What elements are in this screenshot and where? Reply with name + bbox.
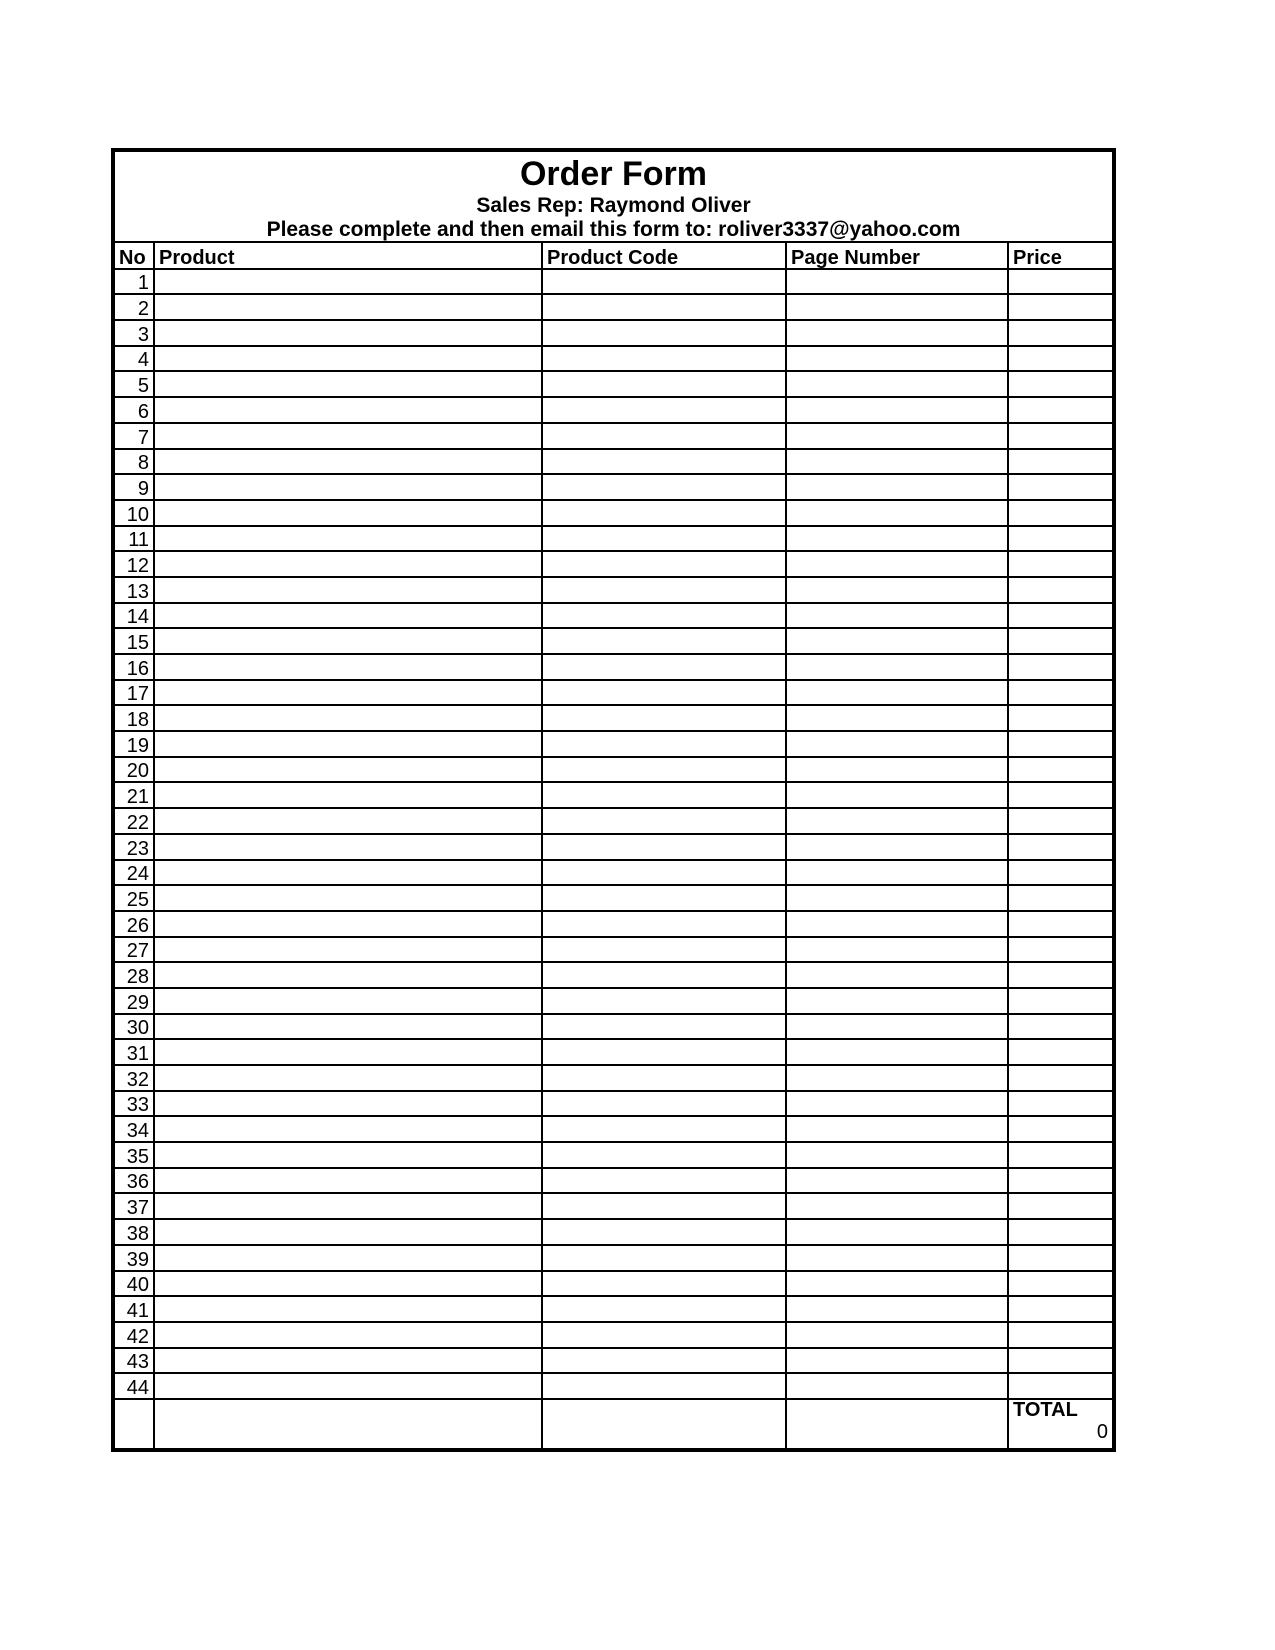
total-row-no	[115, 1399, 154, 1450]
row-number: 23	[115, 834, 154, 860]
page-number-cell[interactable]	[786, 294, 1008, 320]
row-number: 28	[115, 962, 154, 988]
price-cell[interactable]	[1008, 1091, 1112, 1117]
row-number: 39	[115, 1245, 154, 1271]
product-code-cell[interactable]	[542, 1116, 786, 1142]
row-number: 18	[115, 705, 154, 731]
table-row	[115, 1168, 1112, 1194]
form-header	[115, 152, 1112, 243]
row-number: 41	[115, 1296, 154, 1322]
price-cell[interactable]	[1008, 1168, 1112, 1194]
table-row	[115, 269, 1112, 295]
price-cell[interactable]	[1008, 577, 1112, 603]
price-cell[interactable]	[1008, 1039, 1112, 1065]
row-number: 32	[115, 1065, 154, 1091]
table-row	[115, 911, 1112, 937]
page-number-cell[interactable]	[786, 1014, 1008, 1040]
table-row	[115, 962, 1112, 988]
page-number-cell[interactable]	[786, 1322, 1008, 1348]
product-cell[interactable]	[154, 988, 542, 1014]
price-cell[interactable]	[1008, 1142, 1112, 1168]
table-row	[115, 551, 1112, 577]
price-cell[interactable]	[1008, 1014, 1112, 1040]
total-cell	[1008, 1399, 1112, 1450]
row-number: 12	[115, 551, 154, 577]
form-title: Order Form	[519, 155, 708, 193]
table-row	[115, 680, 1112, 706]
row-number: 36	[115, 1168, 154, 1194]
page-number-cell[interactable]	[786, 1039, 1008, 1065]
page-number-cell[interactable]	[786, 1296, 1008, 1322]
price-cell[interactable]	[1008, 371, 1112, 397]
product-code-cell[interactable]	[542, 834, 786, 860]
price-cell[interactable]	[1008, 269, 1112, 295]
total-row-product	[154, 1399, 542, 1450]
product-code-cell[interactable]	[542, 346, 786, 372]
product-code-cell[interactable]	[542, 577, 786, 603]
table-row	[115, 1193, 1112, 1219]
table-row	[115, 1014, 1112, 1040]
price-cell[interactable]	[1008, 449, 1112, 475]
row-number: 31	[115, 1039, 154, 1065]
page-number-cell[interactable]	[786, 885, 1008, 911]
row-number: 20	[115, 757, 154, 783]
total-row-code	[542, 1399, 786, 1450]
page-number-cell[interactable]	[786, 346, 1008, 372]
row-number: 16	[115, 654, 154, 680]
page-number-cell[interactable]	[786, 449, 1008, 475]
product-cell[interactable]	[154, 885, 542, 911]
product-code-cell[interactable]	[542, 1245, 786, 1271]
product-cell[interactable]	[154, 834, 542, 860]
page-number-cell[interactable]	[786, 680, 1008, 706]
price-cell[interactable]	[1008, 1271, 1112, 1297]
price-cell[interactable]	[1008, 320, 1112, 346]
product-code-cell[interactable]	[542, 1142, 786, 1168]
price-cell[interactable]	[1008, 423, 1112, 449]
price-cell[interactable]	[1008, 962, 1112, 988]
column-header-page-number: Page Number	[786, 243, 1008, 269]
price-cell[interactable]	[1008, 782, 1112, 808]
row-number: 8	[115, 449, 154, 475]
page-number-cell[interactable]	[786, 269, 1008, 295]
price-cell[interactable]	[1008, 808, 1112, 834]
table-row	[115, 860, 1112, 886]
page-number-cell[interactable]	[786, 962, 1008, 988]
product-code-cell[interactable]	[542, 397, 786, 423]
row-number: 38	[115, 1219, 154, 1245]
price-cell[interactable]	[1008, 911, 1112, 937]
product-code-cell[interactable]	[542, 1373, 786, 1399]
row-number: 19	[115, 731, 154, 757]
product-code-cell[interactable]	[542, 526, 786, 552]
product-code-cell[interactable]	[542, 757, 786, 783]
product-code-cell[interactable]	[542, 1296, 786, 1322]
row-number: 21	[115, 782, 154, 808]
page-number-cell[interactable]	[786, 577, 1008, 603]
product-cell[interactable]	[154, 782, 542, 808]
row-number: 35	[115, 1142, 154, 1168]
total-label: TOTAL	[1013, 1398, 1078, 1421]
page-number-cell[interactable]	[786, 808, 1008, 834]
page-number-cell[interactable]	[786, 1142, 1008, 1168]
price-cell[interactable]	[1008, 1245, 1112, 1271]
row-number: 22	[115, 808, 154, 834]
price-cell[interactable]	[1008, 397, 1112, 423]
product-cell[interactable]	[154, 371, 542, 397]
product-cell[interactable]	[154, 526, 542, 552]
product-cell[interactable]	[154, 680, 542, 706]
price-cell[interactable]	[1008, 860, 1112, 886]
table-row	[115, 577, 1112, 603]
page-number-cell[interactable]	[786, 1116, 1008, 1142]
price-cell[interactable]	[1008, 628, 1112, 654]
row-number: 44	[115, 1373, 154, 1399]
product-cell[interactable]	[154, 1193, 542, 1219]
product-cell[interactable]	[154, 654, 542, 680]
row-number: 34	[115, 1116, 154, 1142]
product-cell[interactable]	[154, 269, 542, 295]
table-row	[115, 1296, 1112, 1322]
product-cell[interactable]	[154, 577, 542, 603]
page-number-cell[interactable]	[786, 397, 1008, 423]
table-row	[115, 937, 1112, 963]
product-cell[interactable]	[154, 397, 542, 423]
product-cell[interactable]	[154, 1142, 542, 1168]
product-code-cell[interactable]	[542, 1168, 786, 1194]
table-row	[115, 782, 1112, 808]
product-code-cell[interactable]	[542, 731, 786, 757]
product-code-cell[interactable]	[542, 654, 786, 680]
price-cell[interactable]	[1008, 731, 1112, 757]
product-cell[interactable]	[154, 705, 542, 731]
page-number-cell[interactable]	[786, 423, 1008, 449]
table-row	[115, 1142, 1112, 1168]
page-number-cell[interactable]	[786, 782, 1008, 808]
page-number-cell[interactable]	[786, 320, 1008, 346]
product-code-cell[interactable]	[542, 808, 786, 834]
page-number-cell[interactable]	[786, 1373, 1008, 1399]
total-value: 0	[1096, 1420, 1108, 1443]
product-cell[interactable]	[154, 937, 542, 963]
row-number: 2	[115, 294, 154, 320]
product-cell[interactable]	[154, 603, 542, 629]
price-cell[interactable]	[1008, 680, 1112, 706]
product-code-cell[interactable]	[542, 294, 786, 320]
row-number: 40	[115, 1271, 154, 1297]
product-code-cell[interactable]	[542, 551, 786, 577]
price-cell[interactable]	[1008, 834, 1112, 860]
page-number-cell[interactable]	[786, 1091, 1008, 1117]
page-number-cell[interactable]	[786, 1168, 1008, 1194]
product-code-cell[interactable]	[542, 1065, 786, 1091]
row-number: 9	[115, 474, 154, 500]
table-row	[115, 1219, 1112, 1245]
table-row	[115, 603, 1112, 629]
product-code-cell[interactable]	[542, 911, 786, 937]
table-row	[115, 1348, 1112, 1374]
product-cell[interactable]	[154, 860, 542, 886]
product-code-cell[interactable]	[542, 1014, 786, 1040]
price-cell[interactable]	[1008, 1296, 1112, 1322]
table-row	[115, 654, 1112, 680]
page-number-cell[interactable]	[786, 1348, 1008, 1374]
table-row	[115, 1065, 1112, 1091]
product-code-cell[interactable]	[542, 1193, 786, 1219]
table-row	[115, 834, 1112, 860]
page-number-cell[interactable]	[786, 474, 1008, 500]
row-number: 14	[115, 603, 154, 629]
row-number: 25	[115, 885, 154, 911]
page-number-cell[interactable]	[786, 1065, 1008, 1091]
product-code-cell[interactable]	[542, 988, 786, 1014]
row-number: 33	[115, 1091, 154, 1117]
row-number: 6	[115, 397, 154, 423]
page-number-cell[interactable]	[786, 911, 1008, 937]
row-number: 27	[115, 937, 154, 963]
column-header-product-code: Product Code	[542, 243, 786, 269]
table-row	[115, 294, 1112, 320]
table-row	[115, 1271, 1112, 1297]
table-row	[115, 731, 1112, 757]
row-number: 10	[115, 500, 154, 526]
product-cell[interactable]	[154, 628, 542, 654]
product-cell[interactable]	[154, 1014, 542, 1040]
product-code-cell[interactable]	[542, 603, 786, 629]
product-code-cell[interactable]	[542, 1348, 786, 1374]
row-number: 11	[115, 526, 154, 552]
product-code-cell[interactable]	[542, 423, 786, 449]
product-code-cell[interactable]	[542, 680, 786, 706]
product-code-cell[interactable]	[542, 474, 786, 500]
page-number-cell[interactable]	[786, 654, 1008, 680]
product-code-cell[interactable]	[542, 962, 786, 988]
product-cell[interactable]	[154, 1322, 542, 1348]
price-cell[interactable]	[1008, 1348, 1112, 1374]
product-cell[interactable]	[154, 911, 542, 937]
price-cell[interactable]	[1008, 1373, 1112, 1399]
product-code-cell[interactable]	[542, 860, 786, 886]
row-number: 42	[115, 1322, 154, 1348]
product-cell[interactable]	[154, 294, 542, 320]
row-number: 1	[115, 269, 154, 295]
product-cell[interactable]	[154, 551, 542, 577]
product-code-cell[interactable]	[542, 705, 786, 731]
price-cell[interactable]	[1008, 1116, 1112, 1142]
column-header-no: No	[115, 243, 154, 269]
product-code-cell[interactable]	[542, 885, 786, 911]
table-row	[115, 808, 1112, 834]
table-row	[115, 346, 1112, 372]
product-cell[interactable]	[154, 449, 542, 475]
product-cell[interactable]	[154, 423, 542, 449]
table-row	[115, 474, 1112, 500]
product-cell[interactable]	[154, 808, 542, 834]
product-cell[interactable]	[154, 346, 542, 372]
row-number: 29	[115, 988, 154, 1014]
page-number-cell[interactable]	[786, 705, 1008, 731]
row-number: 15	[115, 628, 154, 654]
table-row	[115, 500, 1112, 526]
product-cell[interactable]	[154, 1116, 542, 1142]
product-code-cell[interactable]	[542, 449, 786, 475]
table-row	[115, 988, 1112, 1014]
price-cell[interactable]	[1008, 551, 1112, 577]
table-row	[115, 1091, 1112, 1117]
product-cell[interactable]	[154, 1168, 542, 1194]
instructions: Please complete and then email this form to: roliver3337@yahoo.com	[266, 218, 961, 241]
price-cell[interactable]	[1008, 937, 1112, 963]
table-row	[115, 397, 1112, 423]
product-code-cell[interactable]	[542, 937, 786, 963]
row-number: 13	[115, 577, 154, 603]
page-number-cell[interactable]	[786, 731, 1008, 757]
product-cell[interactable]	[154, 474, 542, 500]
table-row	[115, 705, 1112, 731]
row-number: 26	[115, 911, 154, 937]
product-cell[interactable]	[154, 1219, 542, 1245]
page-number-cell[interactable]	[786, 860, 1008, 886]
product-code-cell[interactable]	[542, 269, 786, 295]
page-number-cell[interactable]	[786, 1193, 1008, 1219]
page-number-cell[interactable]	[786, 603, 1008, 629]
table-row	[115, 1373, 1112, 1399]
product-cell[interactable]	[154, 1039, 542, 1065]
table-row	[115, 1322, 1112, 1348]
row-number: 30	[115, 1014, 154, 1040]
order-form	[111, 148, 1116, 1452]
product-code-cell[interactable]	[542, 1091, 786, 1117]
price-cell[interactable]	[1008, 885, 1112, 911]
table-row	[115, 449, 1112, 475]
product-code-cell[interactable]	[542, 320, 786, 346]
product-cell[interactable]	[154, 1373, 542, 1399]
order-rows	[115, 269, 1112, 1399]
price-cell[interactable]	[1008, 346, 1112, 372]
product-code-cell[interactable]	[542, 1039, 786, 1065]
row-number: 4	[115, 346, 154, 372]
price-cell[interactable]	[1008, 757, 1112, 783]
price-cell[interactable]	[1008, 705, 1112, 731]
total-row-page	[786, 1399, 1008, 1450]
product-cell[interactable]	[154, 1271, 542, 1297]
price-cell[interactable]	[1008, 1219, 1112, 1245]
product-cell[interactable]	[154, 757, 542, 783]
product-cell[interactable]	[154, 1296, 542, 1322]
table-header-row	[115, 243, 1112, 269]
row-number: 24	[115, 860, 154, 886]
product-cell[interactable]	[154, 500, 542, 526]
product-cell[interactable]	[154, 320, 542, 346]
row-number: 37	[115, 1193, 154, 1219]
product-code-cell[interactable]	[542, 1219, 786, 1245]
product-cell[interactable]	[154, 1348, 542, 1374]
page-number-cell[interactable]	[786, 834, 1008, 860]
product-cell[interactable]	[154, 1245, 542, 1271]
price-cell[interactable]	[1008, 654, 1112, 680]
price-cell[interactable]	[1008, 294, 1112, 320]
page-number-cell[interactable]	[786, 526, 1008, 552]
product-cell[interactable]	[154, 731, 542, 757]
table-row	[115, 757, 1112, 783]
page-number-cell[interactable]	[786, 988, 1008, 1014]
price-cell[interactable]	[1008, 603, 1112, 629]
page-number-cell[interactable]	[786, 1245, 1008, 1271]
row-number: 3	[115, 320, 154, 346]
page-number-cell[interactable]	[786, 500, 1008, 526]
page-number-cell[interactable]	[786, 1219, 1008, 1245]
row-number: 5	[115, 371, 154, 397]
table-row	[115, 526, 1112, 552]
column-header-product: Product	[154, 243, 542, 269]
product-code-cell[interactable]	[542, 500, 786, 526]
price-cell[interactable]	[1008, 474, 1112, 500]
column-header-price: Price	[1008, 243, 1112, 269]
price-cell[interactable]	[1008, 526, 1112, 552]
table-row	[115, 1245, 1112, 1271]
price-cell[interactable]	[1008, 1193, 1112, 1219]
table-row	[115, 1039, 1112, 1065]
row-number: 7	[115, 423, 154, 449]
table-row	[115, 320, 1112, 346]
row-number: 43	[115, 1348, 154, 1374]
total-row	[115, 1399, 1112, 1450]
page-number-cell[interactable]	[786, 937, 1008, 963]
price-cell[interactable]	[1008, 1065, 1112, 1091]
table-row	[115, 885, 1112, 911]
product-cell[interactable]	[154, 1091, 542, 1117]
price-cell[interactable]	[1008, 1322, 1112, 1348]
page-number-cell[interactable]	[786, 551, 1008, 577]
table-row	[115, 628, 1112, 654]
page-number-cell[interactable]	[786, 371, 1008, 397]
product-code-cell[interactable]	[542, 628, 786, 654]
page-number-cell[interactable]	[786, 628, 1008, 654]
page-number-cell[interactable]	[786, 757, 1008, 783]
page-number-cell[interactable]	[786, 1271, 1008, 1297]
sales-rep: Sales Rep: Raymond Oliver	[476, 194, 751, 217]
product-code-cell[interactable]	[542, 1322, 786, 1348]
table-row	[115, 1116, 1112, 1142]
product-code-cell[interactable]	[542, 1271, 786, 1297]
row-number: 17	[115, 680, 154, 706]
order-table	[115, 243, 1112, 1450]
product-code-cell[interactable]	[542, 782, 786, 808]
product-code-cell[interactable]	[542, 371, 786, 397]
table-row	[115, 371, 1112, 397]
price-cell[interactable]	[1008, 988, 1112, 1014]
product-cell[interactable]	[154, 962, 542, 988]
price-cell[interactable]	[1008, 500, 1112, 526]
product-cell[interactable]	[154, 1065, 542, 1091]
table-row	[115, 423, 1112, 449]
